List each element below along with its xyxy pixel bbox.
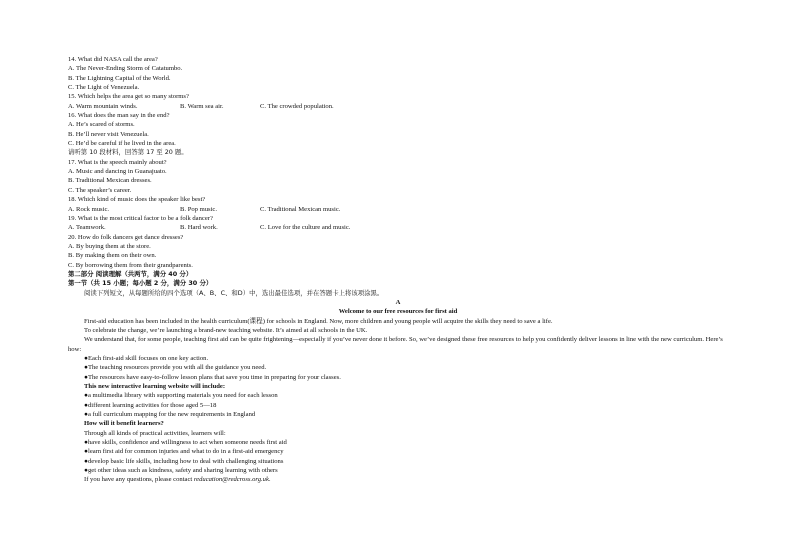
how-list-item: ●The resources have easy-to-follow lesson plans that save you time in preparing for your classes. — [84, 373, 341, 381]
website-list-item: ●a multimedia library with supporting materials you need for each lesson — [84, 392, 278, 400]
benefit-list-item: ●get other ideas such as kindness, safety and sharing learning with others — [84, 467, 278, 475]
q18-option-c: C. Traditional Mexican music. — [260, 205, 341, 213]
listening-instruction-10: 请听第 10 段材料，回答第 17 至 20 题。 — [68, 148, 188, 157]
q15-option-a: A. Warm mountain winds. — [68, 102, 138, 110]
q19-option-c: C. Love for the culture and music. — [260, 224, 351, 232]
question-17: 17. What is the speech mainly about? — [68, 158, 167, 166]
benefit-list-item: ●have skills, confidence and willingness to act when someone needs first aid — [84, 439, 287, 447]
contact-text: If you have any questions, please contact — [84, 476, 194, 484]
how-list-item: ●The teaching resources provide you with all the guidance you need. — [84, 364, 267, 372]
reading-instructions: 阅读下列短文，从每题所给的四个选项（A、B、C、和D）中，选出最佳选项，并在答题卡上将该项涂黑。 — [84, 288, 384, 297]
q18-options — [68, 205, 728, 214]
q14-option-a: A. The Never-Ending Storm of Catatumbo. — [68, 65, 183, 73]
page-column — [68, 55, 728, 485]
q19-option-b: B. Hard work. — [180, 224, 218, 232]
question-16: 16. What does the man say in the end? — [68, 112, 170, 120]
how-list-item: ●Each first-aid skill focuses on one key action. — [84, 355, 209, 362]
q14-option-c: C. The Light of Venezuela. — [68, 84, 140, 92]
benefit-intro: Through all kinds of practical activities, learners will: — [84, 429, 226, 437]
q16-option-a: A. He’s scared of storms. — [68, 121, 135, 129]
contact-end: . — [268, 476, 271, 484]
paragraph-2: To celebrate the change, we’re launching a brand-new teaching website. It’s aimed at all schools in the UK. — [84, 326, 368, 334]
benefit-heading: How will it benefit learners? — [84, 420, 164, 428]
q18-option-a: A. Rock music. — [68, 205, 110, 213]
q16-option-b: B. He’ll never visit Venezuela. — [68, 130, 149, 138]
question-19: 19. What is the most critical factor to be a folk dancer? — [68, 214, 213, 222]
q16-option-c: C. He’d be careful if he lived in the area. — [68, 140, 176, 148]
passage-letter: A — [395, 298, 401, 306]
q20-option-b: B. By making them on their own. — [68, 252, 157, 260]
q20-option-a: A. By buying them at the store. — [68, 242, 151, 250]
q17-option-c: C. The speaker’s career. — [68, 186, 132, 194]
q15-options — [68, 102, 728, 111]
passage-title: Welcome to our free resources for first aid — [338, 308, 458, 316]
q19-option-a: A. Teamwork. — [68, 224, 106, 232]
q17-option-b: B. Traditional Mexican dresses. — [68, 177, 152, 185]
question-20: 20. How do folk dancers get dance dresses? — [68, 233, 184, 241]
question-14: 14. What did NASA call the area? — [68, 56, 158, 63]
question-15: 15. Which helps the area get so many storms? — [68, 93, 189, 101]
question-18: 18. Which kind of music does the speaker like best? — [68, 196, 206, 204]
q15-option-b: B. Warm sea air. — [180, 102, 224, 110]
contact-line — [68, 475, 728, 484]
q18-option-b: B. Pop music. — [180, 205, 218, 213]
section-one-heading: 第一节（共 15 小题；每小题 2 分，满分 30 分） — [68, 279, 213, 288]
contact-email-link[interactable]: reducation@redcross.org.uk — [193, 476, 269, 484]
benefit-list-item: ●learn first aid for common injuries and what to do in a first-aid emergency — [84, 448, 284, 456]
q15-option-c: C. The crowded population. — [260, 102, 334, 110]
paragraph-3: We understand that, for some people, teaching first aid can be quite frightening—especially if you’ve never done it before. So, we’ve designed these free resources to help you confidently deliver lessons in line with the new curriculum. Here’s how: — [68, 336, 723, 353]
benefit-list-item: ●develop basic life skills, including how to deal with challenging situations — [84, 457, 284, 465]
q19-options — [68, 223, 728, 232]
q14-option-b: B. The Lightning Capital of the World. — [68, 74, 171, 82]
part-two-heading: 第二部分 阅读理解（共两节，满分 40 分） — [68, 269, 193, 278]
q20-option-c: C. By borrowing them from their grandparents. — [68, 261, 193, 269]
paragraph-1: First-aid education has been included in the health curriculum(课程) for schools in England. Now, more children and young people will acquire the skills they need to save a life. — [84, 317, 553, 325]
website-list-item: ●different learning activities for those aged 5—18 — [84, 401, 217, 409]
q17-option-a: A. Music and dancing in Guanajuato. — [68, 168, 167, 176]
website-list-item: ●a full curriculum mapping for the new requirements in England — [84, 411, 256, 419]
website-heading: This new interactive learning website will include: — [84, 383, 226, 391]
